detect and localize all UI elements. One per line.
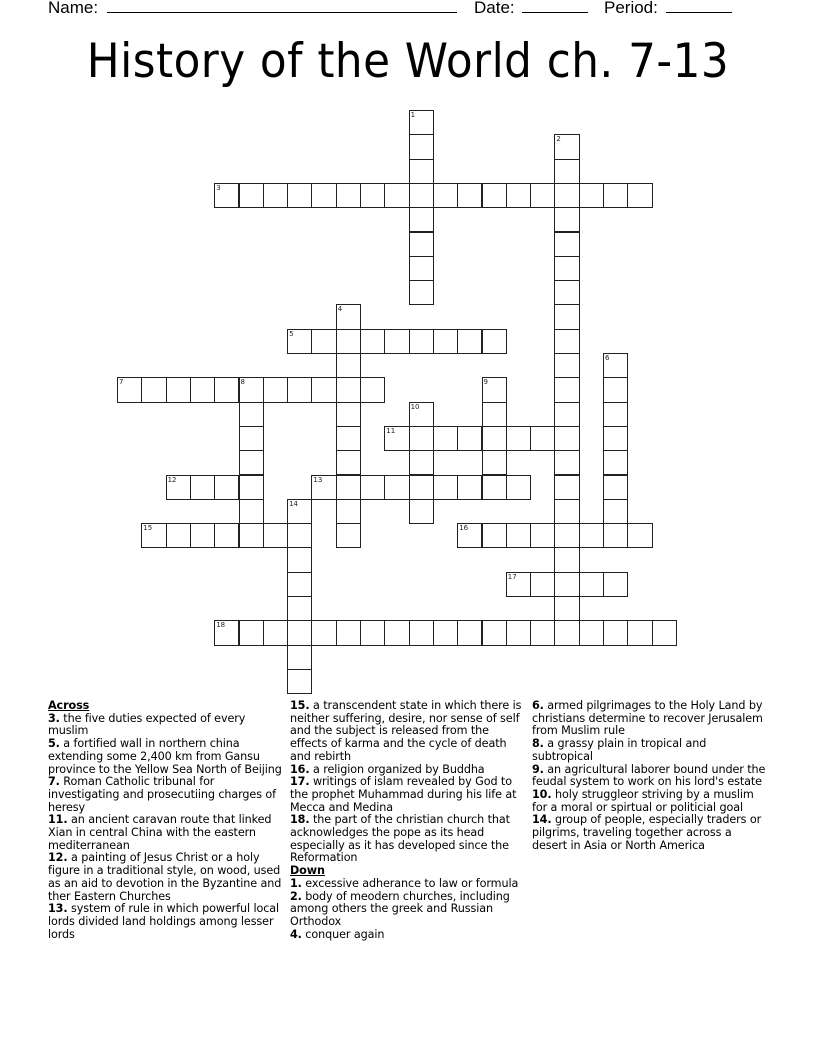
grid-cell[interactable] [409,499,434,524]
grid-cell[interactable] [360,183,385,208]
grid-cell[interactable] [311,475,336,500]
name-label: Name: [48,0,99,17]
grid-cell[interactable] [384,329,409,354]
date-label: Date: [474,0,515,17]
grid-cell[interactable] [311,329,336,354]
grid-cell[interactable] [384,620,409,645]
grid-cell[interactable] [336,450,361,475]
grid-cell[interactable] [239,523,264,548]
clue-number: 13 [313,475,323,484]
clue-down-4: 4. conquer again [290,927,385,941]
grid-cell[interactable] [214,377,239,402]
grid-cell[interactable] [287,499,312,524]
grid-cell[interactable] [603,523,628,548]
grid-cell[interactable] [336,329,361,354]
grid-cell[interactable] [506,523,531,548]
grid-cell[interactable] [384,183,409,208]
grid-cell[interactable] [190,523,215,548]
grid-cell[interactable] [409,256,434,281]
grid-cell[interactable] [579,620,604,645]
grid-cell[interactable] [457,475,482,500]
grid-cell[interactable] [554,183,579,208]
clue-number: 7 [119,378,124,387]
clues-column-3 [532,700,770,852]
grid-cell[interactable] [433,475,458,500]
grid-cell[interactable] [336,620,361,645]
grid-cell[interactable] [554,523,579,548]
clue-number: 9 [483,378,488,387]
grid-cell[interactable] [433,329,458,354]
grid-cell[interactable] [506,572,531,597]
grid-cell[interactable] [311,377,336,402]
clue-across-11: 11. an ancient caravan route that linked Xian in central China with the eastern mediterranean [48,813,272,852]
period-label: Period: [604,0,658,17]
grid-cell[interactable] [603,183,628,208]
grid-cell[interactable] [239,475,264,500]
grid-cell[interactable] [141,523,166,548]
grid-cell[interactable] [482,450,507,475]
clue-number: 14 [289,499,299,508]
grid-cell[interactable] [360,329,385,354]
grid-cell[interactable] [287,596,312,621]
grid-cell[interactable] [457,183,482,208]
grid-cell[interactable] [409,183,434,208]
grid-cell[interactable] [554,329,579,354]
grid-cell[interactable] [117,377,142,402]
grid-cell[interactable] [627,523,652,548]
grid-cell[interactable] [433,183,458,208]
grid-cell[interactable] [579,183,604,208]
grid-cell[interactable] [433,426,458,451]
grid-cell[interactable] [263,377,288,402]
grid-cell[interactable] [166,523,191,548]
clues-column-2 [290,700,528,941]
grid-cell[interactable] [554,353,579,378]
clue-number: 2 [556,135,561,144]
grid-cell[interactable] [506,475,531,500]
grid-cell[interactable] [214,183,239,208]
grid-cell[interactable] [287,572,312,597]
grid-cell[interactable] [409,426,434,451]
grid-cell[interactable] [652,620,677,645]
grid-cell[interactable] [530,426,555,451]
grid-cell[interactable] [214,620,239,645]
clue-number: 16 [459,524,469,533]
grid-cell[interactable] [336,304,361,329]
grid-cell[interactable] [530,183,555,208]
clues-column-1 [48,700,286,941]
grid-cell[interactable] [506,183,531,208]
grid-cell[interactable] [287,523,312,548]
grid-cell[interactable] [530,572,555,597]
grid-cell[interactable] [554,402,579,427]
grid-cell[interactable] [603,620,628,645]
grid-cell[interactable] [239,183,264,208]
grid-cell[interactable] [263,183,288,208]
clue-number: 10 [410,402,420,411]
grid-cell[interactable] [554,475,579,500]
clue-across-18: 18. the part of the christian church that acknowledges the pope as its head especially as it has developed since the Reformation [290,813,510,865]
grid-cell[interactable] [554,620,579,645]
grid-cell[interactable] [554,256,579,281]
grid-cell[interactable] [190,377,215,402]
grid-cell[interactable] [311,620,336,645]
grid-cell[interactable] [409,450,434,475]
grid-cell[interactable] [409,475,434,500]
grid-cell[interactable] [166,475,191,500]
clue-across-13: 13. system of rule in which powerful local lords divided land holdings among lesser lords [48,902,280,941]
grid-cell[interactable] [457,620,482,645]
grid-cell[interactable] [554,159,579,184]
grid-cell[interactable] [554,450,579,475]
grid-cell[interactable] [603,499,628,524]
grid-cell[interactable] [506,620,531,645]
grid-cell[interactable] [603,402,628,427]
grid-cell[interactable] [190,475,215,500]
grid-cell[interactable] [482,426,507,451]
clue-across-7: 7. Roman Catholic tribunal for investigating and prosecutiing charges of heresy [48,775,276,814]
clue-number: 12 [167,475,177,484]
clue-number: 8 [240,378,245,387]
clue-down-8: 8. a grassy plain in tropical and subtropical [532,737,707,763]
grid-cell[interactable] [336,402,361,427]
grid-cell[interactable] [627,183,652,208]
grid-cell[interactable] [482,402,507,427]
clue-number: 11 [386,426,396,435]
grid-cell[interactable] [554,207,579,232]
grid-cell[interactable] [409,620,434,645]
grid-cell[interactable] [482,475,507,500]
grid-cell[interactable] [336,499,361,524]
grid-cell[interactable] [457,426,482,451]
grid-cell[interactable] [627,620,652,645]
grid-cell[interactable] [287,669,312,694]
clue-down-6: 6. armed pilgrimages to the Holy Land by christians determine to recover Jerusalem from Muslim rule [532,699,763,738]
grid-cell[interactable] [384,475,409,500]
clue-number: 17 [507,572,517,581]
grid-cell[interactable] [263,523,288,548]
clue-across-17: 17. writings of islam revealed by God to the prophet Muhammad during his life at Mecca and Medina [290,775,517,814]
grid-cell[interactable] [530,523,555,548]
clue-number: 5 [289,329,294,338]
grid-cell[interactable] [554,572,579,597]
grid-cell[interactable] [287,377,312,402]
grid-cell[interactable] [554,426,579,451]
grid-cell[interactable] [409,402,434,427]
grid-cell[interactable] [239,620,264,645]
clue-across-3: 3. the five duties expected of every muslim [48,711,246,738]
clue-across-12: 12. a painting of Jesus Christ or a holy figure in a traditional style, on wood, used as an aid to devotion in the Byzantine and ther Eastern Churches [48,851,282,903]
grid-cell[interactable] [409,207,434,232]
grid-cell[interactable] [311,183,336,208]
grid-cell[interactable] [409,232,434,257]
grid-cell[interactable] [482,329,507,354]
across-heading: Across [48,699,90,712]
grid-cell[interactable] [239,450,264,475]
clue-across-15: 15. a transcendent state in which there is neither suffering, desire, nor sense of self and the subject is released from the effects of karma and the cycle of death and rebirth [290,699,522,763]
grid-cell[interactable] [482,523,507,548]
grid-cell[interactable] [457,523,482,548]
clue-down-2: 2. body of meodern churches, including among others the greek and Russian Orthodox [290,889,510,928]
page-title: History of the World ch. 7-13 [86,34,730,89]
clue-number: 1 [410,111,416,119]
down-heading: Down [290,864,325,878]
grid-cell[interactable] [554,499,579,524]
grid-cell[interactable] [239,402,264,427]
grid-cell[interactable] [287,183,312,208]
grid-cell[interactable] [166,377,191,402]
grid-cell[interactable] [409,280,434,305]
grid-cell[interactable] [506,426,531,451]
grid-cell[interactable] [409,329,434,354]
grid-cell[interactable] [579,523,604,548]
grid-cell[interactable] [214,475,239,500]
grid-cell[interactable] [554,547,579,572]
clue-down-9: 9. an agricultural laborer bound under the feudal system to work on his lord's estate [532,762,766,789]
grid-cell[interactable] [409,159,434,184]
grid-cell[interactable] [239,426,264,451]
grid-cell[interactable] [603,475,628,500]
grid-cell[interactable] [287,547,312,572]
grid-cell[interactable] [603,572,628,597]
grid-cell[interactable] [360,620,385,645]
grid-cell[interactable] [287,620,312,645]
grid-cell[interactable] [287,645,312,670]
grid-cell[interactable] [554,596,579,621]
grid-cell[interactable] [336,353,361,378]
grid-cell[interactable] [214,523,239,548]
grid-cell[interactable] [141,377,166,402]
grid-cell[interactable] [336,183,361,208]
clue-across-16: 16. a religion organized by Buddha [290,762,485,776]
grid-cell[interactable] [336,523,361,548]
grid-cell[interactable] [239,377,264,402]
grid-cell[interactable] [603,353,628,378]
grid-cell[interactable] [482,620,507,645]
grid-cell[interactable] [457,329,482,354]
grid-cell[interactable] [409,134,434,159]
clue-number: 4 [337,305,343,314]
grid-cell[interactable] [336,426,361,451]
grid-cell[interactable] [409,110,434,135]
clue-number: 18 [216,621,226,630]
grid-cell[interactable] [482,183,507,208]
grid-cell[interactable] [336,377,361,402]
grid-cell[interactable] [603,450,628,475]
clue-number: 6 [605,354,610,362]
grid-cell[interactable] [554,232,579,257]
grid-cell[interactable] [554,304,579,329]
grid-cell[interactable] [554,134,579,159]
clue-across-5: 5. a fortified wall in northern china extending some 2,400 km from Gansu province to the Yellow Sea North of Beijing [48,737,282,776]
grid-cell[interactable] [603,377,628,402]
clue-number: 3 [216,183,221,192]
clue-down-10: 10. holy struggleor striving by a muslim for a moral or spirtual or politicial goal [532,787,754,814]
grid-cell[interactable] [482,377,507,402]
grid-cell[interactable] [433,620,458,645]
grid-cell[interactable] [554,280,579,305]
grid-cell[interactable] [287,329,312,354]
grid-cell[interactable] [603,426,628,451]
grid-cell[interactable] [360,377,385,402]
grid-cell[interactable] [579,572,604,597]
grid-cell[interactable] [239,499,264,524]
clue-down-14: 14. group of people, especially traders or pilgrims, traveling together across a desert in Asia or North America [532,813,762,852]
grid-cell[interactable] [384,426,409,451]
clue-number: 15 [143,524,153,533]
grid-cell[interactable] [263,620,288,645]
grid-cell[interactable] [336,475,361,500]
grid-cell[interactable] [360,475,385,500]
grid-cell[interactable] [554,377,579,402]
grid-cell[interactable] [530,620,555,645]
clue-down-1: 1. excessive adherance to law or formula [290,876,519,890]
